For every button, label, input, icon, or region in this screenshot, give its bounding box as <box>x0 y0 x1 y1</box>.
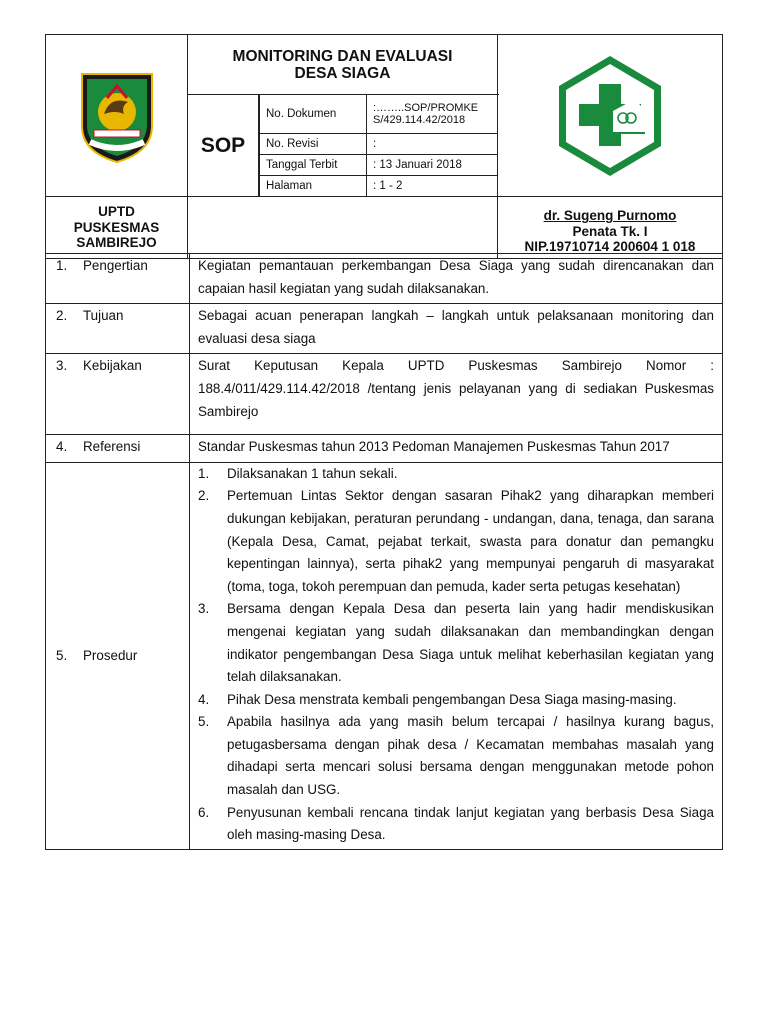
puskesmas-logo-icon <box>555 53 665 179</box>
step-text: Dilaksanakan 1 tahun sekali. <box>227 465 398 481</box>
section-label-cell <box>46 354 190 435</box>
signer-rank: Penata Tk. I <box>572 223 648 239</box>
procedure-label: Prosedur <box>83 647 138 663</box>
doc-field-value: : <box>367 134 498 155</box>
empty-signature-area <box>188 197 498 259</box>
section-label: Referensi <box>83 439 141 455</box>
section-label-cell <box>46 435 190 463</box>
procedure-steps <box>198 463 714 847</box>
section-text: Standar Puskesmas tahun 2013 Pedoman Manajemen Puskesmas Tahun 2017 <box>190 435 723 463</box>
sop-label: SOP <box>188 95 259 197</box>
doc-field-label: No. Revisi <box>260 134 367 155</box>
procedure-step <box>198 485 714 598</box>
section-text: Kegiatan pemantauan perkembangan Desa Siaga yang sudah direncanakan dan capaian hasil kegiatan yang sudah dilaksanakan. <box>190 254 723 304</box>
signer-nip: NIP.19710714 200604 1 018 <box>524 239 696 255</box>
document-fields-cell <box>259 95 498 197</box>
unit-line-1: UPTD <box>98 204 135 220</box>
doc-field-row <box>260 155 498 176</box>
procedure-row <box>46 462 723 849</box>
step-number: 1. <box>198 465 210 481</box>
section-number: 1. <box>56 258 68 273</box>
doc-field-label: Halaman <box>260 176 367 197</box>
step-text: Bersama dengan Kepala Desa dan peserta lain yang hadir mendiskusikan mengenai kegiatan yang sudah dilaksanakan dan membandingkan dengan indikator pengembangan Desa Siaga untuk melihat keberhasilan kegiatan yang telah dilaksanakan. <box>227 601 714 685</box>
step-number: 3. <box>198 601 210 617</box>
step-text: Pertemuan Lintas Sektor dengan sasaran Pihak2 yang diharapkan memberi dukungan kebijakan, peraturan perundang - undangan, dana, tenaga, dan sarana (Kepala Desa, Camat, pejabat terkait, swasta para donatur dan pemangku kepentingan lainnya), serta pihak2 yang mempunyai pengaruh di masyarakat (toma, toga, tokoh perempuan dan pemuda, kader serta petugas kesehatan) <box>227 488 714 594</box>
step-text: Apabila hasilnya ada yang masih belum tercapai / hasilnya kurang bagus, petugasbersama dengan pihak desa / Kecamatan membahas masalah yang dihadapi serta mencari solusi bersama dengan menggunakan metode pohon masalah dan USG. <box>227 714 714 798</box>
section-label-cell <box>46 254 190 304</box>
procedure-step <box>198 802 714 847</box>
doc-field-row <box>260 95 498 134</box>
title-line-2: DESA SIAGA <box>294 64 391 82</box>
section-label-cell <box>46 304 190 354</box>
doc-field-label: Tanggal Terbit <box>260 155 367 176</box>
document-header <box>45 34 723 259</box>
procedure-step <box>198 689 714 712</box>
step-number: 2. <box>198 488 210 504</box>
section-label: Tujuan <box>83 308 124 324</box>
procedure-step <box>198 463 714 486</box>
section-label: Kebijakan <box>83 358 142 374</box>
sop-content-table <box>45 253 723 850</box>
procedure-label-cell <box>46 462 190 849</box>
procedure-step <box>198 711 714 801</box>
step-text: Penyusunan kembali rencana tindak lanjut kegiatan yang berbasis Desa Siaga oleh masing-masing Desa. <box>227 804 714 843</box>
doc-field-row <box>260 134 498 155</box>
doc-field-label: No. Dokumen <box>260 95 367 134</box>
puskesmas-logo-cell <box>498 35 723 197</box>
regency-emblem-icon <box>74 68 160 164</box>
section-number: 4. <box>56 439 68 455</box>
doc-field-value: : 1 - 2 <box>367 176 498 197</box>
document-fields <box>259 95 497 196</box>
step-number: 6. <box>198 804 210 820</box>
regency-logo-cell <box>46 35 188 197</box>
section-text: Sebagai acuan penerapan langkah – langkah untuk pelaksanaan monitoring dan evaluasi desa siaga <box>190 304 723 354</box>
doc-field-row <box>260 176 498 197</box>
section-number: 2. <box>56 308 68 324</box>
section-label: Pengertian <box>83 258 148 273</box>
unit-line-3: SAMBIREJO <box>76 235 157 251</box>
signer-name: dr. Sugeng Purnomo <box>543 208 677 224</box>
section-row <box>46 435 723 463</box>
step-number: 5. <box>198 714 210 730</box>
section-row <box>46 254 723 304</box>
section-number: 3. <box>56 358 68 374</box>
step-number: 4. <box>198 691 210 707</box>
section-row <box>46 354 723 435</box>
document-title <box>188 35 498 95</box>
step-text: Pihak Desa menstrata kembali pengembangan Desa Siaga masing-masing. <box>227 691 677 707</box>
procedure-number: 5. <box>56 647 68 663</box>
signer-block <box>498 197 723 259</box>
doc-field-value: :……..SOP/PROMKE S/429.114.42/2018 <box>367 95 498 134</box>
section-row <box>46 304 723 354</box>
section-text: Surat Keputusan Kepala UPTD Puskesmas Sambirejo Nomor : 188.4/011/429.114.42/2018 /tentang jenis pelayanan yang di sediakan Puskesmas Sambirejo <box>190 354 723 435</box>
unit-name <box>46 197 188 259</box>
procedure-step <box>198 598 714 688</box>
procedure-steps-cell <box>190 462 723 849</box>
doc-field-value: : 13 Januari 2018 <box>367 155 498 176</box>
unit-line-2: PUSKESMAS <box>73 219 160 235</box>
title-line-1: MONITORING DAN EVALUASI <box>232 47 453 65</box>
